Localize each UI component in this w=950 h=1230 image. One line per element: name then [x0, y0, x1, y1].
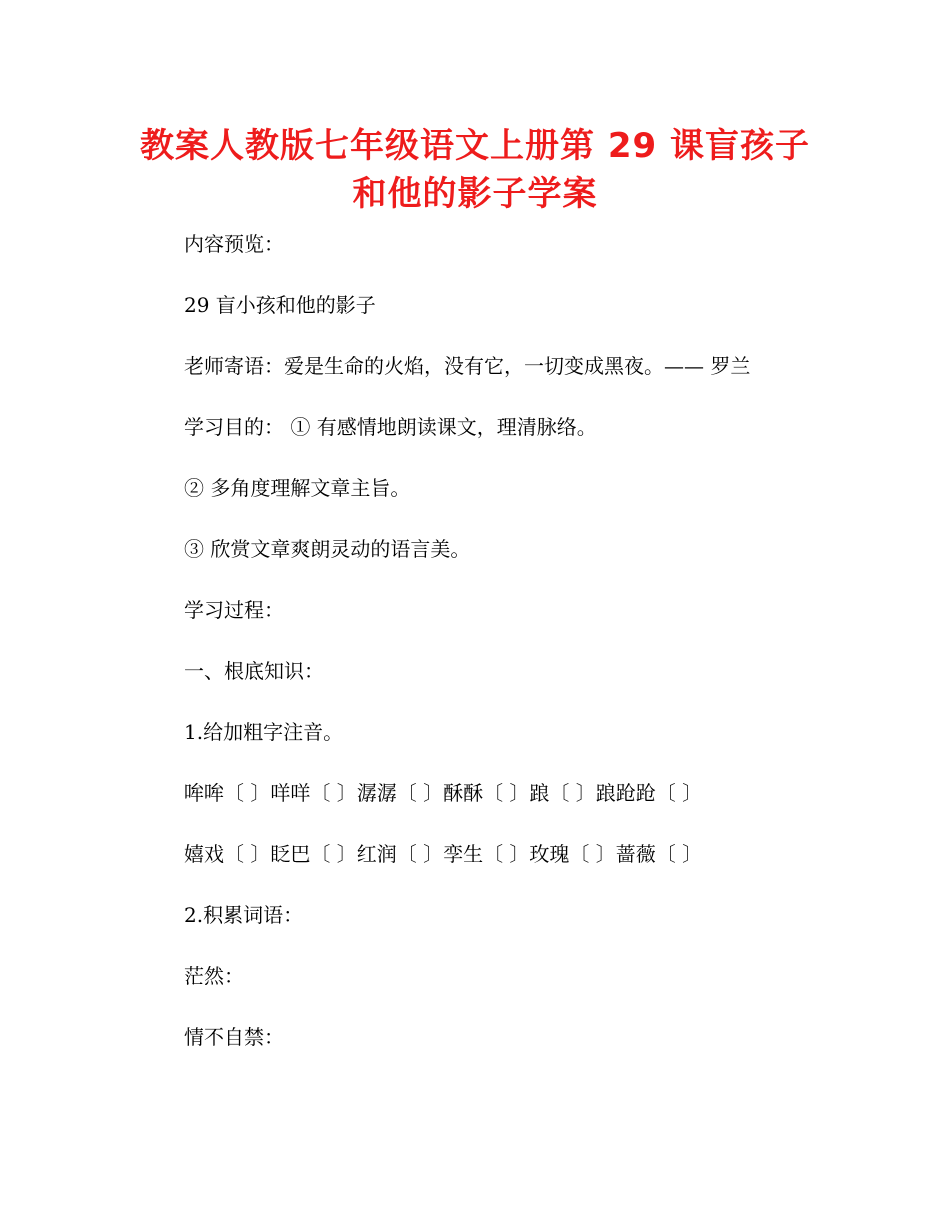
phonetic-exercise-instruction: 1.给加粗字注音。 — [184, 720, 344, 744]
document-title-line-2: 和他的影子学案 — [352, 174, 598, 214]
basic-knowledge-heading: 一、根底知识： — [184, 659, 324, 683]
teacher-message: 老师寄语：爱是生命的火焰，没有它，一切变成黑夜。—— 罗兰 — [184, 354, 751, 378]
learning-goal-2: ② 多角度理解文章主旨。 — [184, 476, 411, 500]
document-title-line-1: 教案人教版七年级语文上册第 29 课盲孩子 — [140, 126, 810, 166]
content-preview-label: 内容预览： — [184, 232, 284, 256]
learning-process-heading: 学习过程： — [184, 598, 284, 622]
phonetic-exercise-row-1: 哞哞〔 〕咩咩〔 〕潺潺〔 〕酥酥〔 〕踉〔 〕踉跄跄〔 〕 — [184, 781, 703, 805]
phonetic-exercise-row-2: 嬉戏〔 〕眨巴〔 〕红润〔 〕孪生〔 〕玫瑰〔 〕蔷薇〔 〕 — [184, 842, 703, 866]
learning-goal-3: ③ 欣赏文章爽朗灵动的语言美。 — [184, 537, 471, 561]
vocabulary-heading: 2.积累词语： — [184, 903, 304, 927]
learning-goal-1: 学习目的： ① 有感情地朗读课文，理清脉络。 — [184, 415, 597, 439]
vocabulary-item-mangran: 茫然： — [184, 964, 244, 988]
vocabulary-item-qingbuzijin: 情不自禁： — [184, 1025, 284, 1049]
lesson-heading: 29 盲小孩和他的影子 — [184, 293, 376, 317]
